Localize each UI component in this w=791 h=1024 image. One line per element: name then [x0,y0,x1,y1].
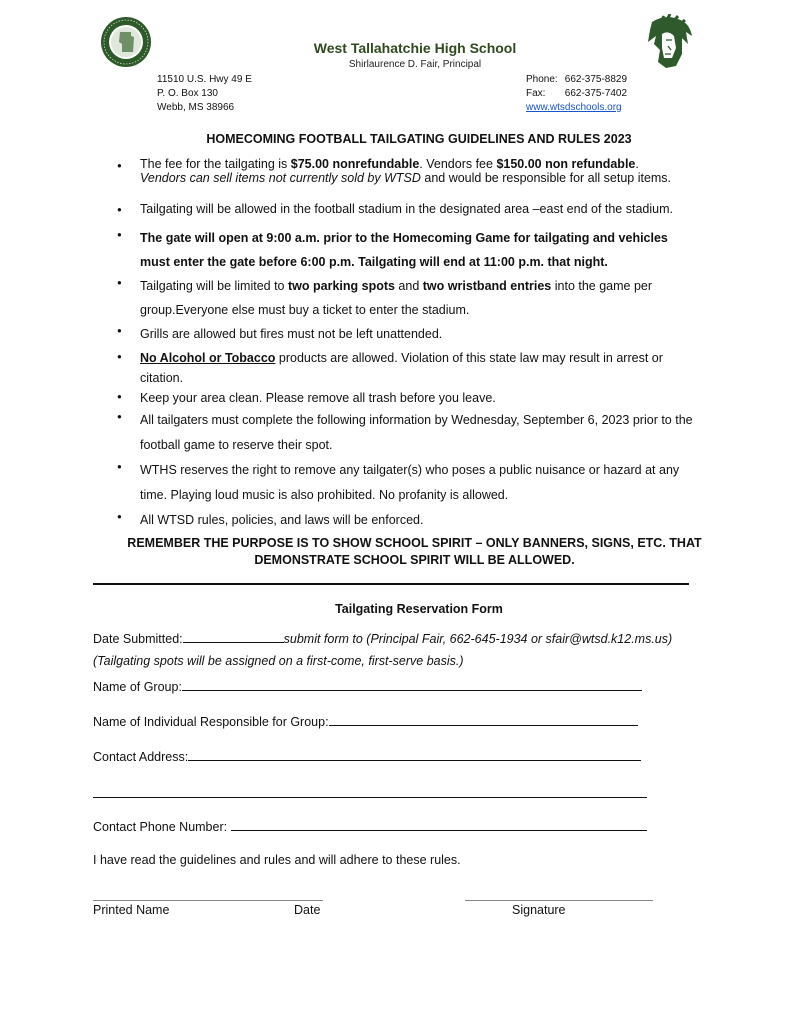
school-spirit-reminder: REMEMBER THE PURPOSE IS TO SHOW SCHOOL SPIRIT – ONLY BANNERS, SIGNS, ETC. THAT DEMONSTRATE SCHOOL SPIRIT WILL BE ALLOWED. [127,536,702,567]
fax-number: 662-375-7402 [564,88,628,99]
signature-line[interactable] [465,900,653,901]
phone-label: Phone: [526,74,558,85]
document-title: HOMECOMING FOOTBALL TAILGATING GUIDELINES AND RULES 2023 [206,132,632,146]
guideline-clean-area: ● Keep your area clean. Please remove all trash before you leave. [117,388,697,408]
contact-address-label: Contact Address: [93,750,189,764]
acknowledgement-text: I have read the guidelines and rules and will adhere to these rules. [93,853,461,867]
assignment-note-row [93,654,464,668]
guideline-gate-times: ● The gate will open at 9:00 a.m. prior to the Homecoming Game for tailgating and vehicles must enter the gate before 6:00 p.m. Tailgating will end at 11:00 p.m. that night. [117,226,697,274]
responsible-person-field[interactable] [329,713,638,726]
submit-instructions: submit form to (Principal Fair, 662-645-1934 or sfair@wtsd.k12.ms.us) [283,632,673,646]
school-address [157,73,252,115]
address-line: P. O. Box 130 [157,88,218,99]
date-submitted-row [93,630,672,646]
section-divider [93,583,689,585]
guideline-fees: ● The fee for the tailgating is $75.00 nonrefundable. Vendors fee $150.00 non refundable. Vendors can sell items not currently sold by WTSD and would be responsible for all setup items. [117,157,697,185]
acknowledgement-row [93,853,461,867]
printed-name-label: Printed Name [93,903,170,917]
group-name-label: Name of Group: [93,680,182,694]
website-link[interactable]: www.wtsdschools.org [526,102,622,113]
contact-phone-field[interactable] [231,818,647,831]
assignment-note: (Tailgating spots will be assigned on a first-come, first-serve basis.) [93,654,464,668]
guideline-no-alcohol: ● No Alcohol or Tobacco products are allowed. Violation of this state law may result in arrest or citation. [117,348,697,388]
school-contact [526,73,627,115]
date-submitted-field[interactable] [183,630,284,643]
guideline-parking-limit: ● Tailgating will be limited to two parking spots and two wristband entries into the game per group.Everyone else must buy a ticket to enter the stadium. [117,274,697,322]
responsible-person-row [93,713,638,729]
responsible-person-label: Name of Individual Responsible for Group: [93,715,329,729]
signature-label: Signature [512,903,566,917]
contact-phone-row [93,818,647,834]
guidelines-list [117,157,697,533]
contact-address-field[interactable] [188,748,641,761]
guideline-district-rules: ● All WTSD rules, policies, and laws will be enforced. [117,508,697,533]
contact-address-row [93,748,641,764]
guideline-grills: ● Grills are allowed but fires must not be left unattended. [117,322,697,346]
guideline-location: ● Tailgating will be allowed in the football stadium in the designated area –east end of the stadium. [117,201,697,218]
guideline-conduct: ● WTHS reserves the right to remove any tailgater(s) who poses a public nuisance or hazard at any time. Playing loud music is also prohibited. No profanity is allowed. [117,458,697,508]
contact-address-line-2[interactable] [93,797,647,798]
date-label: Date [294,903,321,917]
address-line: 11510 U.S. Hwy 49 E [157,74,252,85]
principal-name: Shirlaurence D. Fair, Principal [348,59,482,70]
date-submitted-label: Date Submitted: [93,632,183,646]
school-name: West Tallahatchie High School [313,40,517,56]
group-name-row [93,678,642,694]
phone-number: 662-375-8829 [564,74,628,85]
contact-phone-label: Contact Phone Number: [93,820,231,834]
form-title: Tailgating Reservation Form [335,602,503,616]
fax-label: Fax: [526,88,546,99]
group-name-field[interactable] [182,678,642,691]
address-line: Webb, MS 38966 [157,102,235,113]
guideline-registration-deadline: ● All tailgaters must complete the following information by Wednesday, September 6, 2023 prior to the football game to reserve their spot. [117,408,697,458]
printed-name-date-line[interactable] [93,900,323,901]
